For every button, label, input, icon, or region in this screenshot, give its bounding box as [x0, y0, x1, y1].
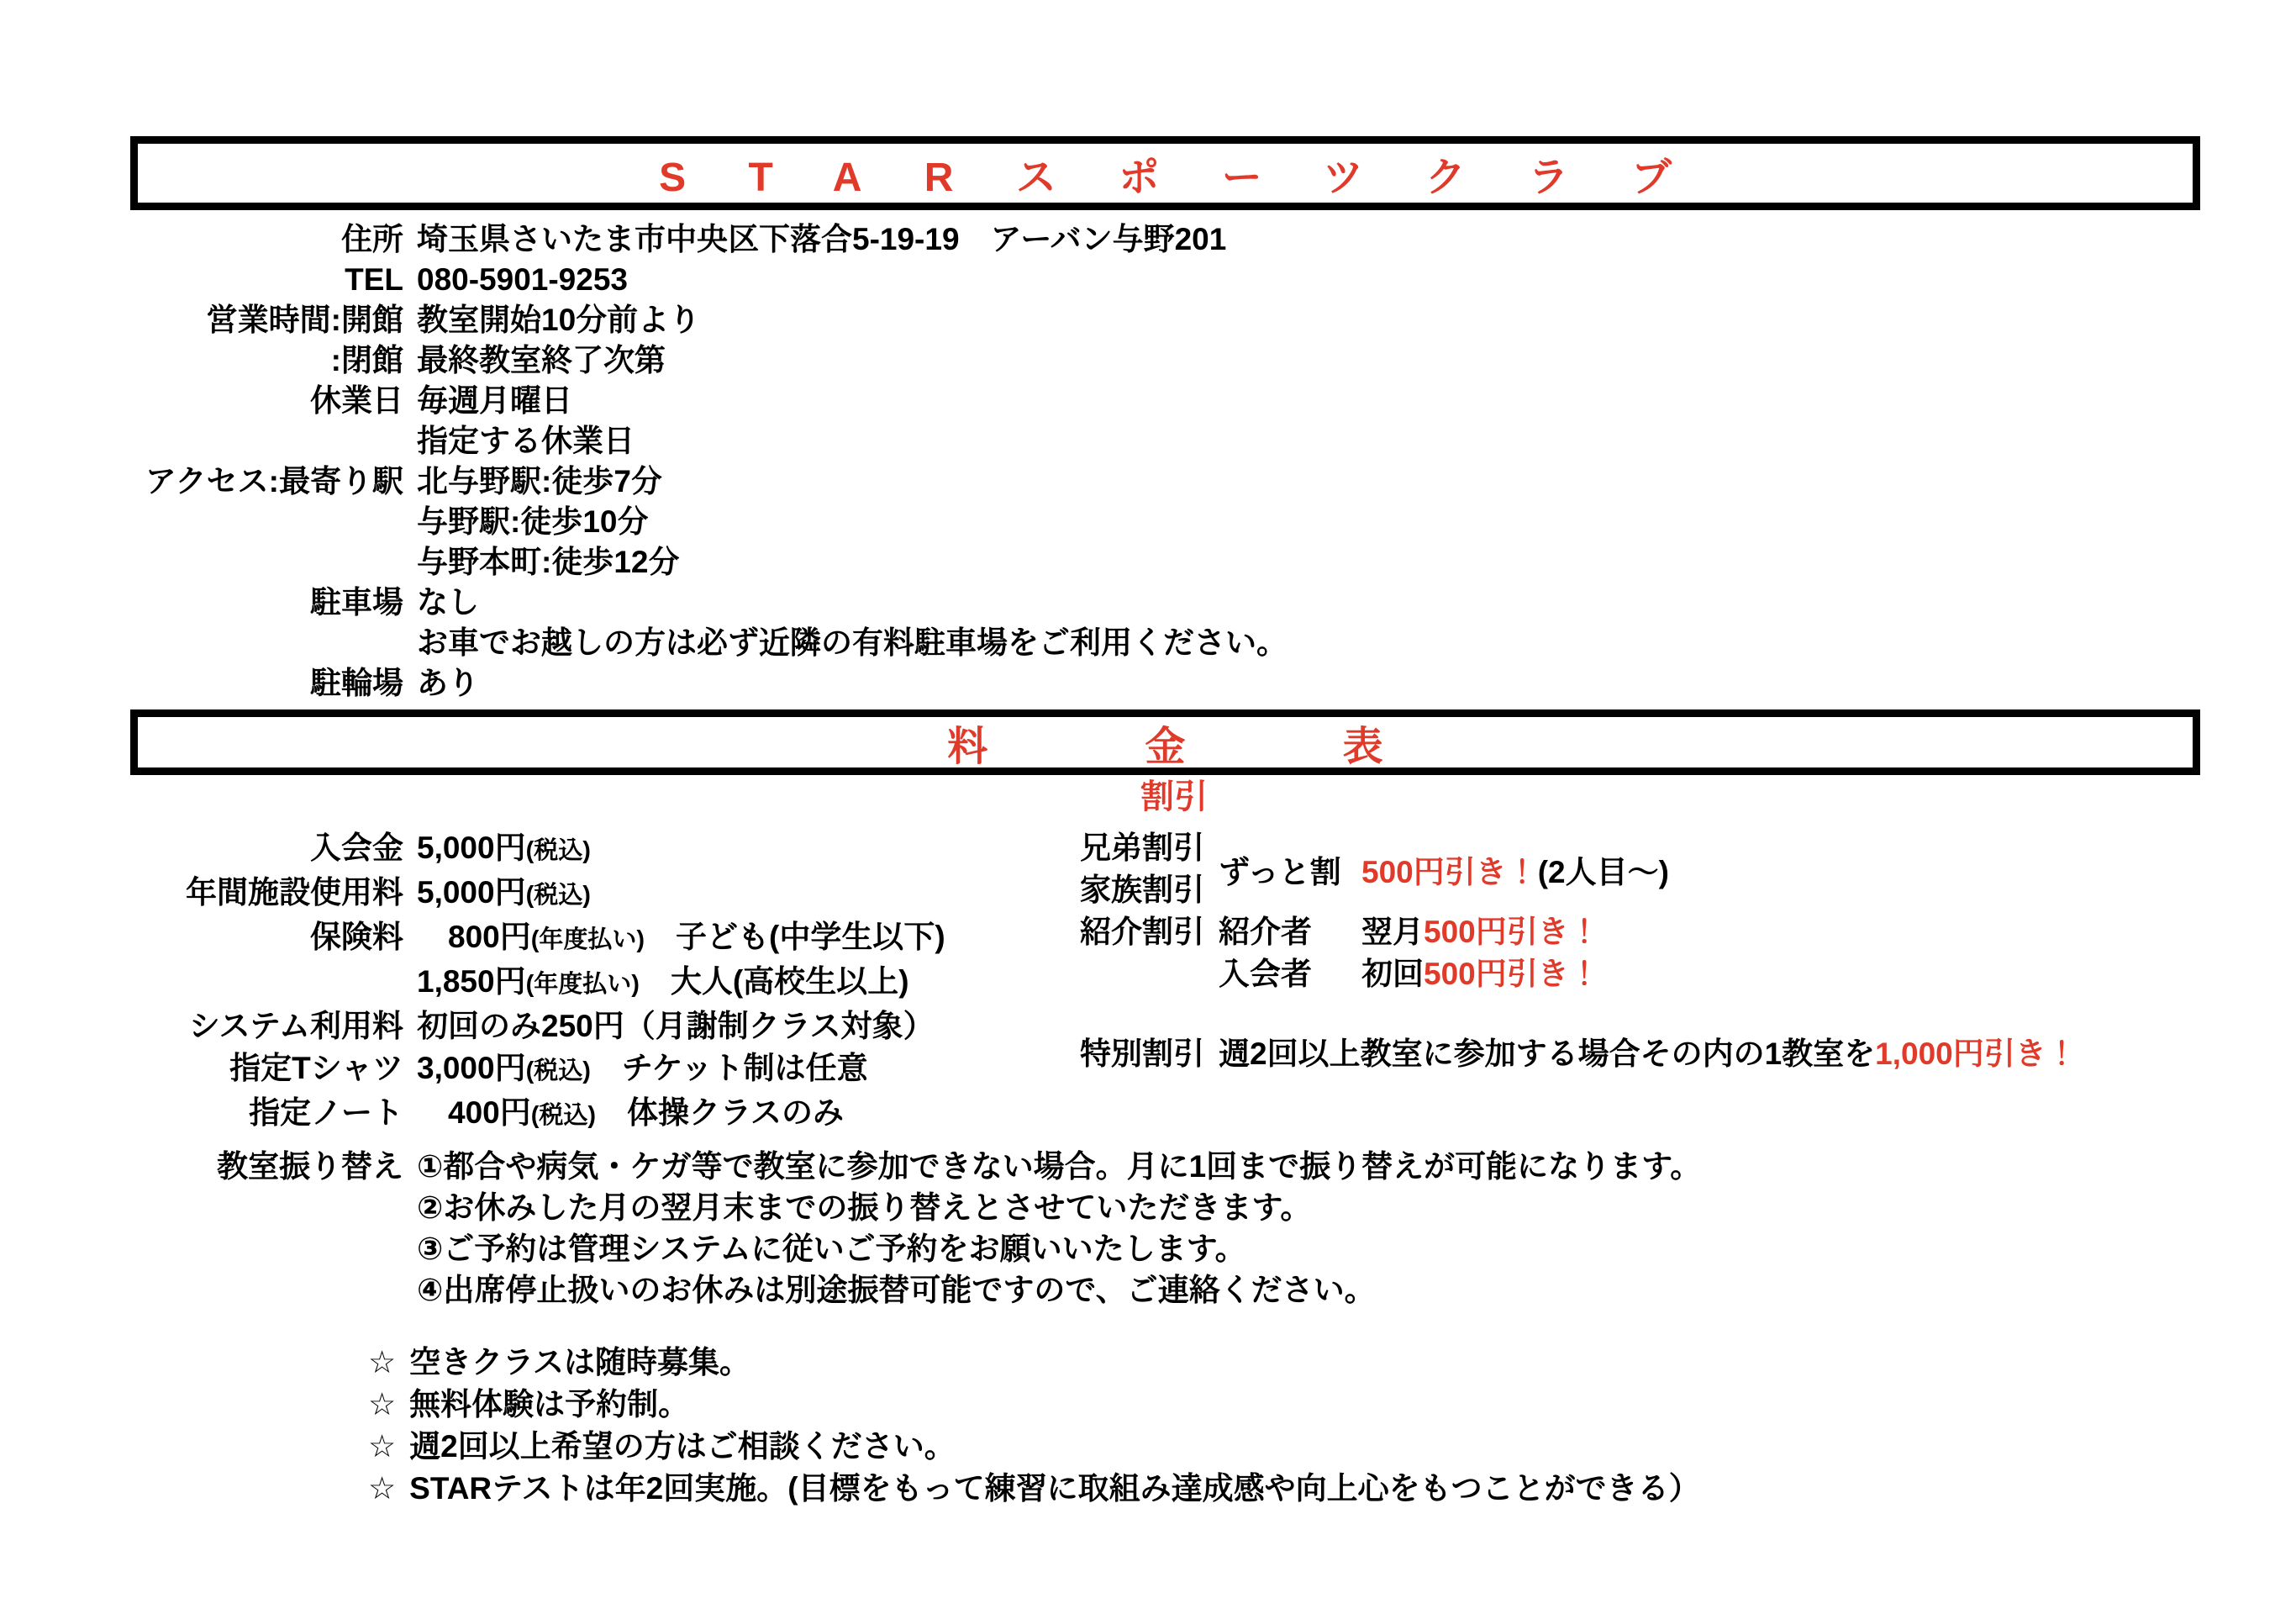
info-value: なし — [417, 585, 479, 620]
star-icon: ☆ — [368, 1345, 397, 1379]
discount-block — [1080, 827, 2290, 1075]
referral-label: 紹介割引 — [1080, 915, 1204, 949]
info-row — [0, 340, 2296, 381]
fee-row — [0, 1005, 945, 1047]
note-item — [368, 1468, 1700, 1510]
fee-label: 保険料 — [310, 920, 403, 954]
special-discount-row — [1080, 1033, 2290, 1075]
note-item — [368, 1426, 1700, 1468]
fee-row — [0, 1092, 945, 1137]
fee-row — [0, 872, 945, 916]
transfer-section — [0, 1146, 1701, 1311]
discount-plan-name: ずっと割 — [1219, 855, 1341, 889]
discount-section-header: 割引 — [1140, 778, 1208, 815]
info-row — [0, 502, 2296, 542]
note-text: 週2回以上希望の方はご相談ください。 — [409, 1429, 956, 1464]
fee-row — [0, 827, 945, 872]
discount-group-label: 家族割引 — [1080, 873, 1204, 907]
info-value: お車でお越しの方は必ず近隣の有料駐車場をご利用ください。 — [417, 625, 1288, 660]
transfer-label: 教室振り替え — [217, 1149, 403, 1184]
referral-row — [1080, 953, 2290, 995]
info-label: 営業時間:開館 — [206, 303, 403, 337]
club-title-banner — [130, 136, 2200, 210]
special-discount-value: 週2回以上教室に参加する場合その内の1教室を1,000円引き！ — [1219, 1036, 2077, 1071]
transfer-rule: ①都合や病気・ケガ等で教室に参加できない場合。月に1回まで振り替えが可能になります。 — [417, 1149, 1702, 1184]
info-value: 指定する休業日 — [417, 424, 635, 458]
info-row — [0, 583, 2296, 623]
info-label: 休業日 — [310, 383, 403, 418]
fee-label: 年間施設使用料 — [186, 875, 403, 910]
fee-row — [0, 1047, 945, 1092]
info-value: 毎週月曜日 — [417, 383, 572, 418]
note-text: STARテストは年2回実施。(目標をもって練習に取組み達成感や向上心をもつことができる） — [409, 1471, 1700, 1506]
info-value: 教室開始10分前より — [417, 303, 701, 337]
info-value: 最終教室終了次第 — [417, 343, 666, 377]
star-icon: ☆ — [368, 1429, 397, 1464]
info-row — [0, 663, 2296, 704]
info-label: :閉館 — [330, 343, 403, 377]
club-title: STARスポーツクラブ — [659, 155, 1735, 200]
info-label — [0, 542, 403, 583]
transfer-rule: ③ご予約は管理システムに従いご予約をお願いいたします。 — [417, 1232, 1246, 1266]
fee-table — [0, 827, 945, 1137]
info-label — [0, 502, 403, 542]
note-item — [368, 1384, 1700, 1426]
fee-label: システム利用料 — [188, 1009, 403, 1043]
info-row — [0, 623, 2296, 663]
info-value: あり — [417, 666, 479, 700]
fee-label: 入会金 — [310, 831, 403, 865]
club-info-list — [0, 219, 2296, 704]
discount-group-labels — [1080, 827, 1219, 911]
fee-label — [0, 961, 403, 1005]
info-value: 与野駅:徒歩10分 — [417, 504, 649, 539]
discount-group-label: 兄弟割引 — [1080, 831, 1204, 865]
fee-value: 5,000円(税込) — [417, 875, 591, 910]
fee-row — [0, 916, 945, 961]
sibling-family-discount-row — [1080, 827, 2290, 911]
info-value: 与野本町:徒歩12分 — [417, 545, 680, 579]
info-value: 080-5901-9253 — [417, 262, 628, 297]
discount-plan-value: 500円引き！ (2人目～) — [1361, 855, 1669, 889]
fee-value: 1,850円(年度払い) 大人(高校生以上) — [417, 964, 909, 999]
info-value: 埼玉県さいたま市中央区下落合5-19-19 アーバン与野201 — [417, 222, 1227, 256]
info-label — [0, 421, 403, 462]
special-discount-label: 特別割引 — [1080, 1036, 1204, 1071]
info-row — [0, 542, 2296, 583]
fee-row — [0, 961, 945, 1005]
referral-label — [1080, 953, 1219, 995]
transfer-rule: ④出席停止扱いのお休みは別途振替可能ですので、ご連絡ください。 — [417, 1273, 1376, 1307]
info-label: 駐輪場 — [310, 666, 403, 700]
note-item — [368, 1342, 1700, 1384]
note-text: 無料体験は予約制。 — [409, 1387, 690, 1421]
info-row — [0, 260, 2296, 300]
transfer-rule: ②お休みした月の翌月末までの振り替えとさせていただきます。 — [417, 1190, 1312, 1225]
fee-value: 初回のみ250円（月謝制クラス対象） — [417, 1009, 935, 1043]
referral-row — [1080, 911, 2290, 953]
star-icon: ☆ — [368, 1471, 397, 1506]
info-label — [0, 623, 403, 663]
price-table-banner — [130, 709, 2200, 775]
info-row — [0, 300, 2296, 340]
price-table-title: 料金表 — [947, 724, 1540, 769]
info-label: 駐車場 — [310, 585, 403, 620]
info-row — [0, 462, 2296, 502]
fee-label: 指定Tシャツ — [229, 1051, 403, 1085]
star-icon: ☆ — [368, 1387, 397, 1421]
fee-label: 指定ノート — [249, 1095, 403, 1130]
info-value: 北与野駅:徒歩7分 — [417, 464, 662, 498]
referral-who: 紹介者 — [1219, 915, 1312, 949]
referral-value: 初回500円引き！ — [1361, 957, 1600, 991]
info-row — [0, 421, 2296, 462]
note-text: 空きクラスは随時募集。 — [409, 1345, 751, 1379]
info-label: TEL — [345, 262, 403, 297]
referral-discount-rows — [1080, 911, 2290, 995]
info-row — [0, 381, 2296, 421]
transfer-rules — [417, 1146, 1701, 1311]
referral-who: 入会者 — [1219, 957, 1312, 991]
info-row — [0, 219, 2296, 260]
fee-value: 800円(年度払い) 子ども(中学生以下) — [417, 920, 945, 954]
referral-value: 翌月500円引き！ — [1361, 915, 1600, 949]
fee-value: 400円(税込) 体操クラスのみ — [417, 1095, 844, 1130]
notes-list — [368, 1342, 1700, 1510]
fee-value: 5,000円(税込) — [417, 831, 591, 865]
info-label: アクセス:最寄り駅 — [145, 464, 403, 498]
fee-value: 3,000円(税込) チケット制は任意 — [417, 1051, 868, 1085]
info-label: 住所 — [341, 222, 403, 256]
